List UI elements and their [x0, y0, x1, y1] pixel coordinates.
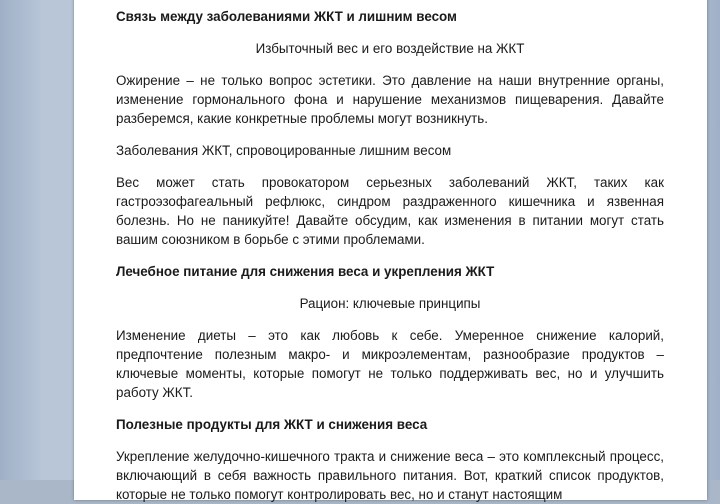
heading-gi-weight-link: Связь между заболеваниями ЖКТ и лишним весом: [116, 9, 457, 24]
paragraph-gi-strengthening: Укрепление желудочно-кишечного тракта и снижение веса – это комплексный процесс, включающий в себя важность правильного питания. Вот, краткий список продуктов, которые не только помогут контролировать вес, но и станут настоящим: [116, 449, 664, 502]
paragraph-diet-change: Изменение диеты – это как любовь к себе. Умеренное снижение калорий, предпочтение полезным макро- и микроэлементам, разнообразие продуктов – ключевые моменты, которые помогут не только поддерживать вес, но и улучшить работу ЖКТ.: [116, 328, 664, 400]
heading-therapeutic-nutrition: Лечебное питание для снижения веса и укрепления ЖКТ: [116, 264, 495, 279]
subtitle-excess-weight: Избыточный вес и его воздействие на ЖКТ: [255, 41, 525, 56]
document-page[interactable]: [74, 0, 707, 500]
document-content: [116, 0, 664, 504]
paragraph-diseases: Вес может стать провокатором серьезных заболеваний ЖКТ, таких как гастроэзофагеальный рефлюкс, синдром раздраженного кишечника и язвенная болезнь. Но не паникуйте! Давайте обсудим, как изменения в питании могут стать вашим союзником в борьбе с этими проблемами.: [116, 175, 664, 247]
paragraph-obesity: Ожирение – не только вопрос эстетики. Это давление на наши внутренние органы, изменение гормонального фона и нарушение механизмов пищеварения. Давайте разберемся, какие конкретные проблемы могут возникнуть.: [116, 73, 664, 126]
subheading-diseases: Заболевания ЖКТ, спровоцированные лишним весом: [116, 143, 452, 158]
heading-useful-products: Полезные продукты для ЖКТ и снижения веса: [116, 417, 428, 432]
subtitle-diet-principles: Рацион: ключевые принципы: [299, 296, 481, 311]
